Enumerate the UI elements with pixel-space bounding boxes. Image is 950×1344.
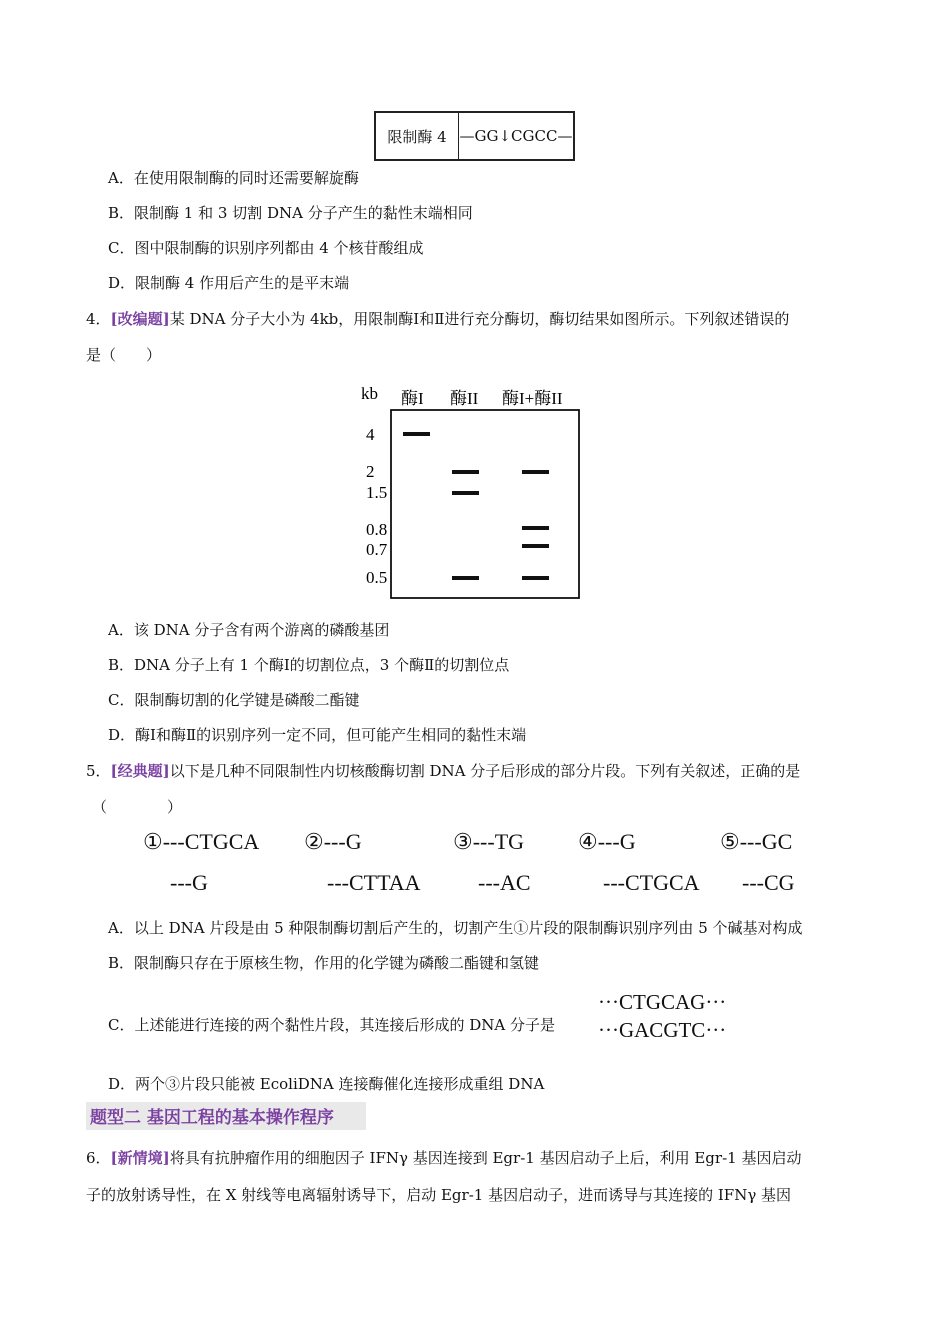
q5-stem-line2: （ ）: [92, 798, 183, 816]
gel-frame: [391, 410, 579, 598]
q6-stem-line1: [86, 1147, 801, 1168]
q4-option-c: C．限制酶切割的化学键是磷酸二酯键: [108, 691, 360, 709]
q4-option-a: A．该 DNA 分子含有两个游离的磷酸基团: [108, 621, 390, 639]
gel-band: [522, 544, 549, 548]
gel-band: [452, 470, 479, 474]
gel-band: [452, 491, 479, 495]
q5-option-c: C．上述能进行连接的两个黏性片段，其连接后形成的 DNA 分子是: [108, 1016, 555, 1034]
enzyme-name-cell: 限制酶 4: [376, 113, 459, 159]
fragment-1-top: ①---CTGCA: [143, 829, 260, 854]
q4-stem-line1: [86, 308, 789, 329]
gel-band: [522, 470, 549, 474]
q5-option-a: A．以上 DNA 片段是由 5 种限制酶切割后产生的，切割产生①片段的限制酶识别序列由 5 个碱基对构成: [108, 919, 803, 937]
lane-label-1: 酶I: [401, 389, 424, 408]
q3-option-a: A．在使用限制酶的同时还需要解旋酶: [108, 169, 359, 187]
lane-label-2: 酶II: [450, 389, 479, 408]
gel-band: [403, 432, 430, 436]
enzyme-table: [374, 111, 575, 161]
fragment-4-top: ④---G: [578, 829, 636, 854]
option-c-seq-bottom: ···GACGTC···: [598, 1018, 727, 1042]
marker-2: 2: [366, 462, 375, 481]
q4-option-b: B．DNA 分子上有 1 个酶Ⅰ的切割位点，3 个酶Ⅱ的切割位点: [108, 656, 510, 674]
q5-text: 以下是几种不同限制性内切核酸酶切割 DNA 分子后形成的部分片段。下列有关叙述，正确的是: [169, 762, 801, 780]
fragment-5-top: ⑤---GC: [720, 829, 793, 854]
marker-1-5: 1.5: [366, 483, 388, 502]
fragment-3-bottom: ---AC: [478, 870, 531, 895]
fragment-5-bottom: ---CG: [742, 870, 795, 895]
q3-option-c: C．图中限制酶的识别序列都由 4 个核苷酸组成: [108, 239, 424, 257]
q6-tag: [新情境]: [110, 1149, 170, 1167]
gel-band: [452, 576, 479, 580]
q3-option-d: D．限制酶 4 作用后产生的是平末端: [108, 274, 350, 292]
q5-stem-line1: [86, 760, 800, 781]
fragment-2-top: ②---G: [304, 829, 362, 854]
fragment-4-bottom: ---CTGCA: [603, 870, 700, 895]
q5-option-b: B．限制酶只存在于原核生物，作用的化学键为磷酸二酯键和氢键: [108, 954, 540, 972]
q4-tag: [改编题]: [110, 310, 170, 328]
q4-stem-line2: 是（ ）: [86, 346, 162, 364]
marker-0-7: 0.7: [366, 540, 388, 559]
q5-option-d: D．两个③片段只能被 EcoliDNA 连接酶催化连接形成重组 DNA: [108, 1075, 545, 1093]
marker-0-8: 0.8: [366, 520, 388, 539]
fragment-3-top: ③---TG: [453, 829, 525, 854]
fragment-2-bottom: ---CTTAA: [327, 870, 421, 895]
marker-4: 4: [366, 425, 375, 444]
q6-text: 将具有抗肿瘤作用的细胞因子 IFNγ 基因连接到 Egr-1 基因启动子上后，利用 Egr-1 基因启动: [169, 1149, 802, 1167]
lane-label-3: 酶I+酶II: [502, 389, 563, 408]
section-title: 题型二 基因工程的基本操作程序: [90, 1108, 334, 1128]
enzyme-sequence-cell: —GG↓CGCC—: [459, 127, 573, 145]
unit-label: kb: [361, 384, 378, 403]
gel-bands: [403, 432, 549, 580]
q4-text: 某 DNA 分子大小为 4kb，用限制酶Ⅰ和Ⅱ进行充分酶切，酶切结果如图所示。下列叙述错误的: [169, 310, 790, 328]
gel-figure: [355, 380, 585, 602]
q4-option-d: D．酶Ⅰ和酶Ⅱ的识别序列一定不同，但可能产生相同的黏性末端: [108, 726, 527, 744]
q5-number: 5．: [86, 762, 111, 780]
gel-band: [522, 526, 549, 530]
q5-tag: [经典题]: [110, 762, 170, 780]
q6-stem-line2: 子的放射诱导性，在 X 射线等电离辐射诱导下，启动 Egr-1 基因启动子，进而诱导与其连接的 IFNγ 基因: [86, 1186, 792, 1204]
marker-0-5: 0.5: [366, 568, 388, 587]
fragment-1-bottom: ---G: [170, 870, 208, 895]
q3-option-b: B．限制酶 1 和 3 切割 DNA 分子产生的黏性末端相同: [108, 204, 473, 222]
q6-number: 6．: [86, 1149, 111, 1167]
option-c-seq-top: ···CTGCAG···: [598, 990, 727, 1014]
gel-band: [522, 576, 549, 580]
q4-number: 4．: [86, 310, 111, 328]
